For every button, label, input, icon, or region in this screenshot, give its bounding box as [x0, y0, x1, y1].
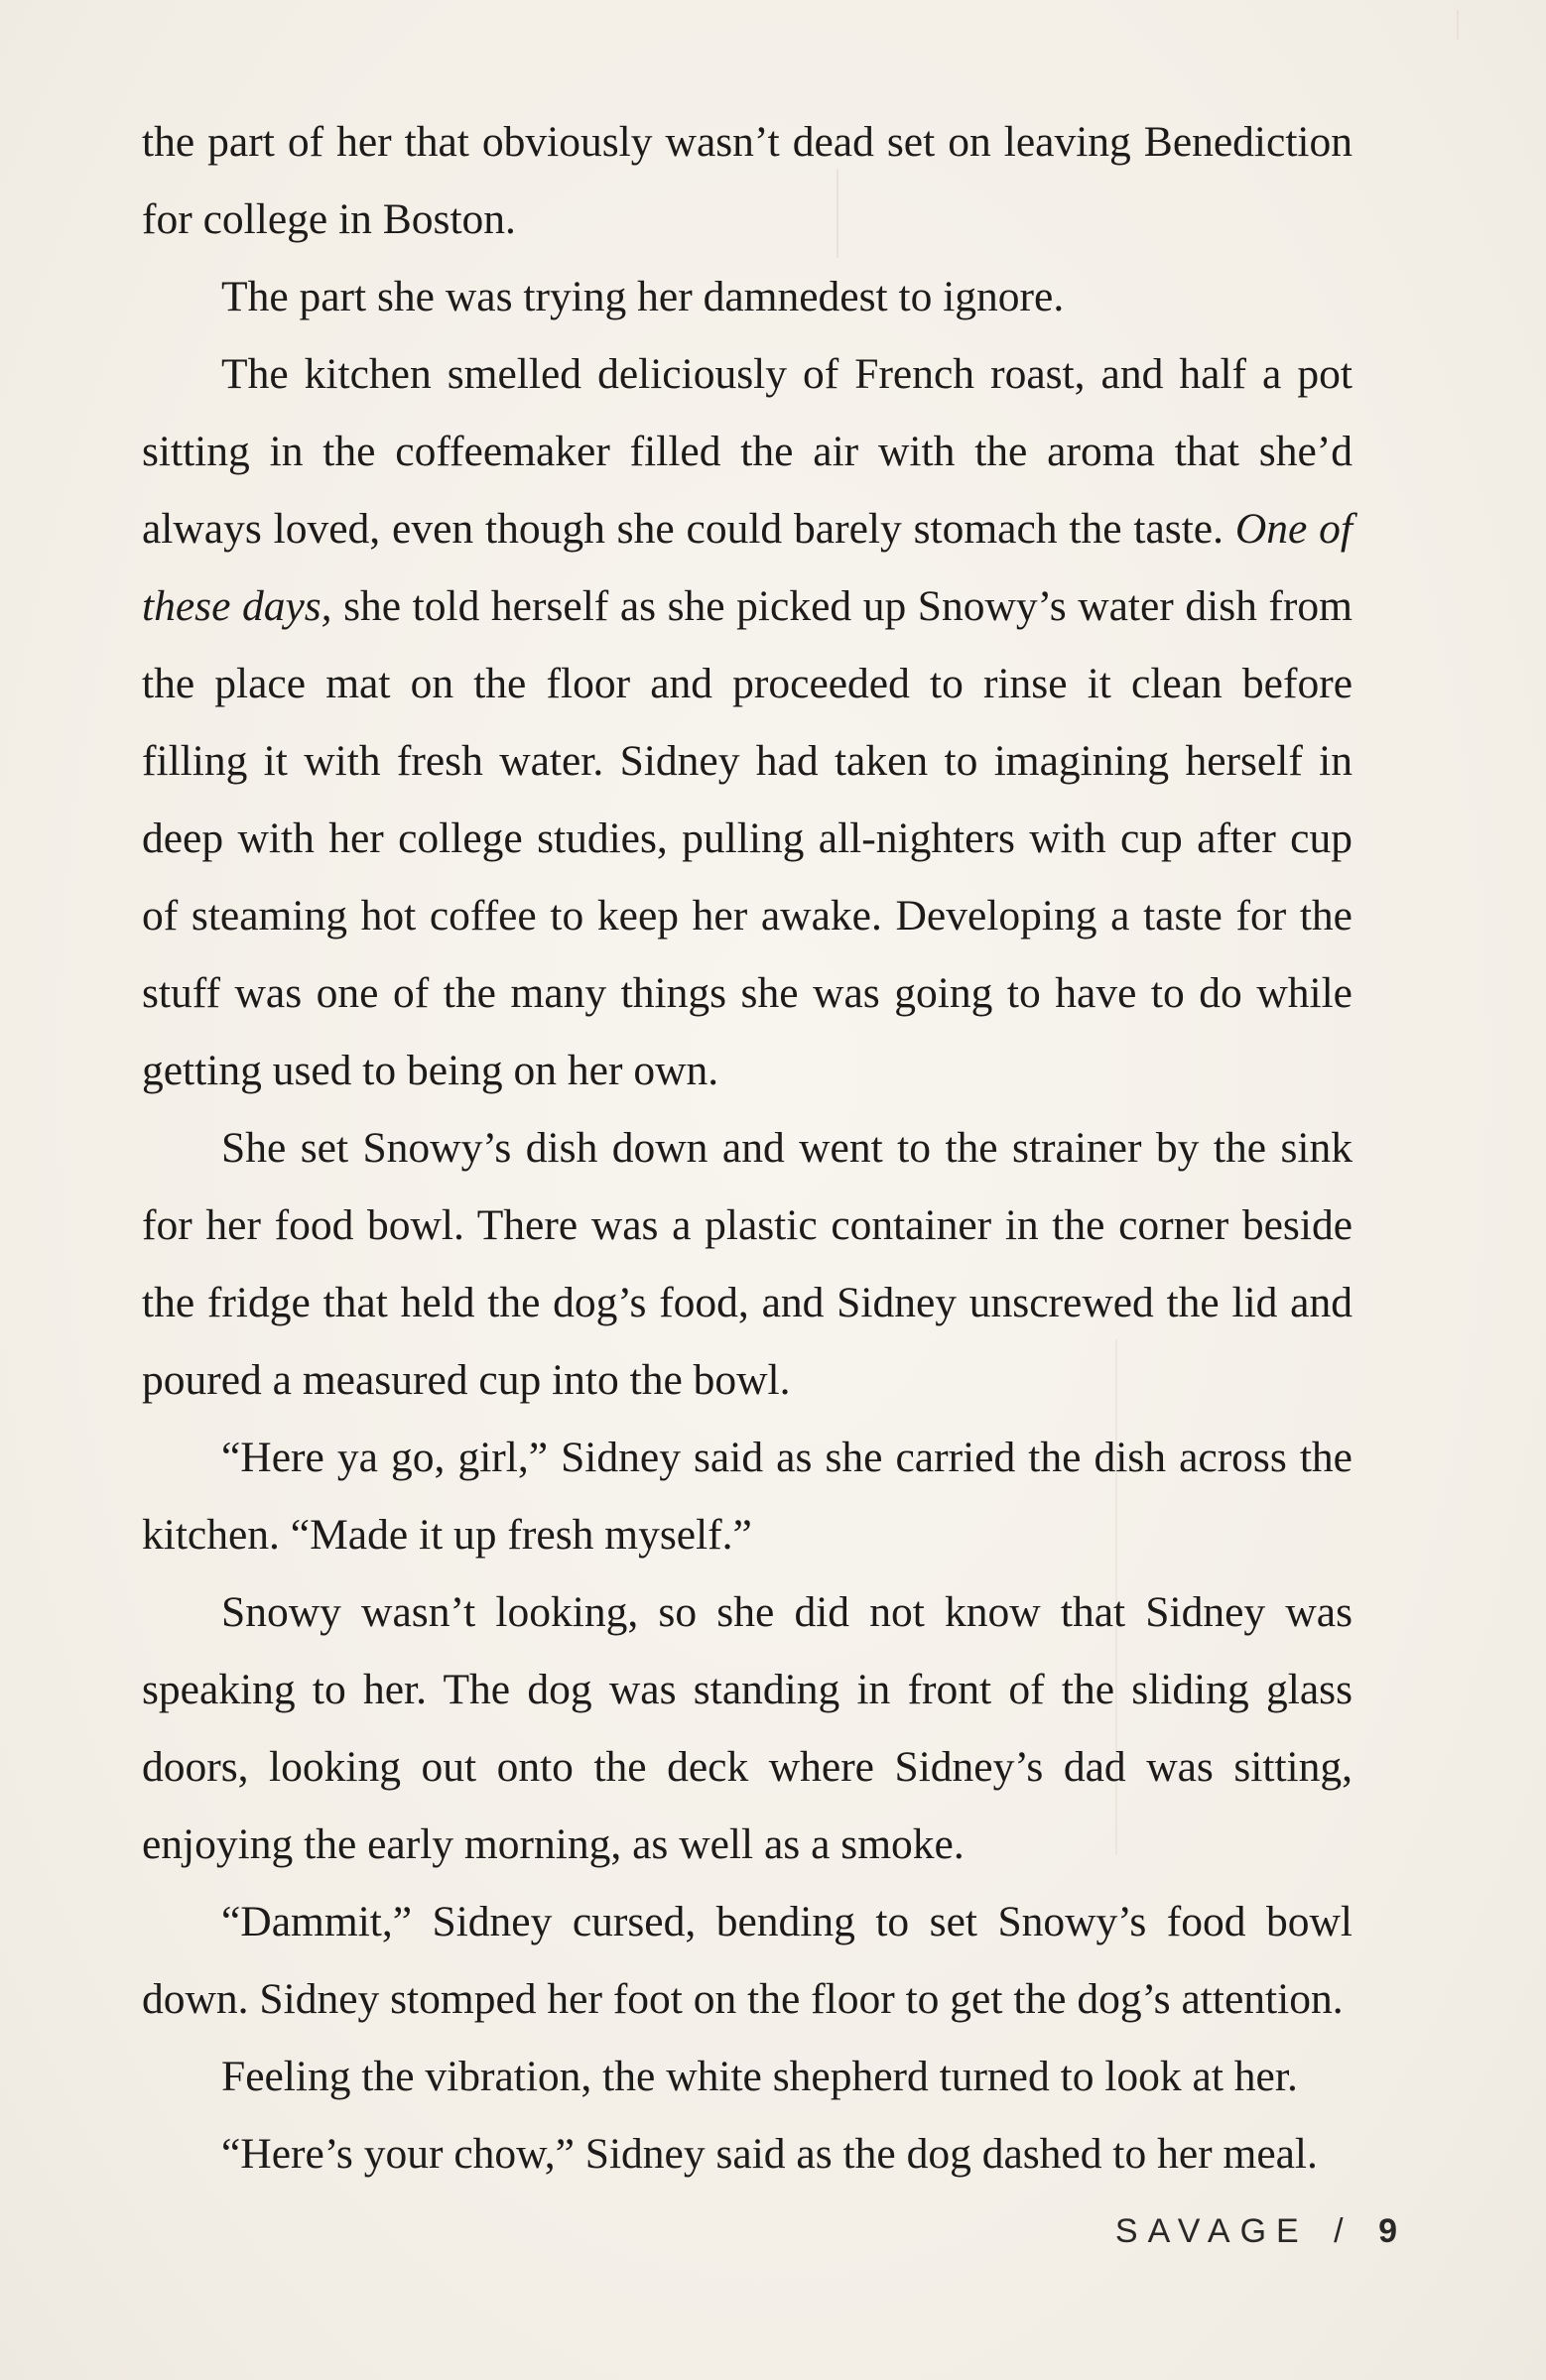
paragraph-4: She set Snowy’s dish down and went to the strainer by the sink for her food bowl. There was a plastic container in the corner beside the fridge that held the dog’s food, and Sidney unscrewed the lid and poured a measured cup into the bowl.	[142, 1124, 1353, 1404]
page-footer	[1115, 2212, 1397, 2251]
page-number: 9	[1378, 2212, 1397, 2250]
paragraph-3-text-after: she told herself as she picked up Snowy’s water dish from the place mat on the floor and proceeded to rinse it clean before filling it with fresh water. Sidney had taken to imagining herself in deep with her college studies, pulling all-nighters with cup after cup of steaming hot coffee to keep her awake. Developing a taste for the stuff was one of the many things she was going to have to do while getting used to being on her own.	[142, 582, 1353, 1094]
paragraph-3-text-before: The kitchen smelled deliciously of French roast, and half a pot sitting in the coffeemaker filled the air with the aroma that she’d always loved, even though she could barely stomach the taste.	[142, 350, 1353, 553]
paragraph-1: the part of her that obviously wasn’t dead set on leaving Benediction for college in Boston.	[142, 118, 1353, 243]
body-text	[142, 103, 1353, 2192]
paragraph-8: Feeling the vibration, the white shepherd turned to look at her.	[221, 2053, 1298, 2100]
paragraph-6: Snowy wasn’t looking, so she did not know that Sidney was speaking to her. The dog was standing in front of the sliding glass doors, looking out onto the deck where Sidney’s dad was sitting, enjoying the early morning, as well as a smoke.	[142, 1588, 1353, 1868]
paragraph-7: “Dammit,” Sidney cursed, bending to set Snowy’s food bowl down. Sidney stomped her foot on the floor to get the dog’s attention.	[142, 1898, 1353, 2023]
paragraph-3	[142, 335, 1353, 1109]
paragraph-2: The part she was trying her damnedest to ignore.	[221, 273, 1065, 320]
page-crease	[1457, 10, 1459, 40]
paragraph-9: “Here’s your chow,” Sidney said as the dog dashed to her meal.	[221, 2130, 1318, 2178]
paragraph-3-italic: One of these days,	[142, 505, 1353, 630]
book-title: SAVAGE	[1114, 2212, 1309, 2250]
paragraph-5: “Here ya go, girl,” Sidney said as she carried the dish across the kitchen. “Made it up fresh myself.”	[142, 1434, 1353, 1559]
footer-separator: /	[1334, 2212, 1353, 2250]
